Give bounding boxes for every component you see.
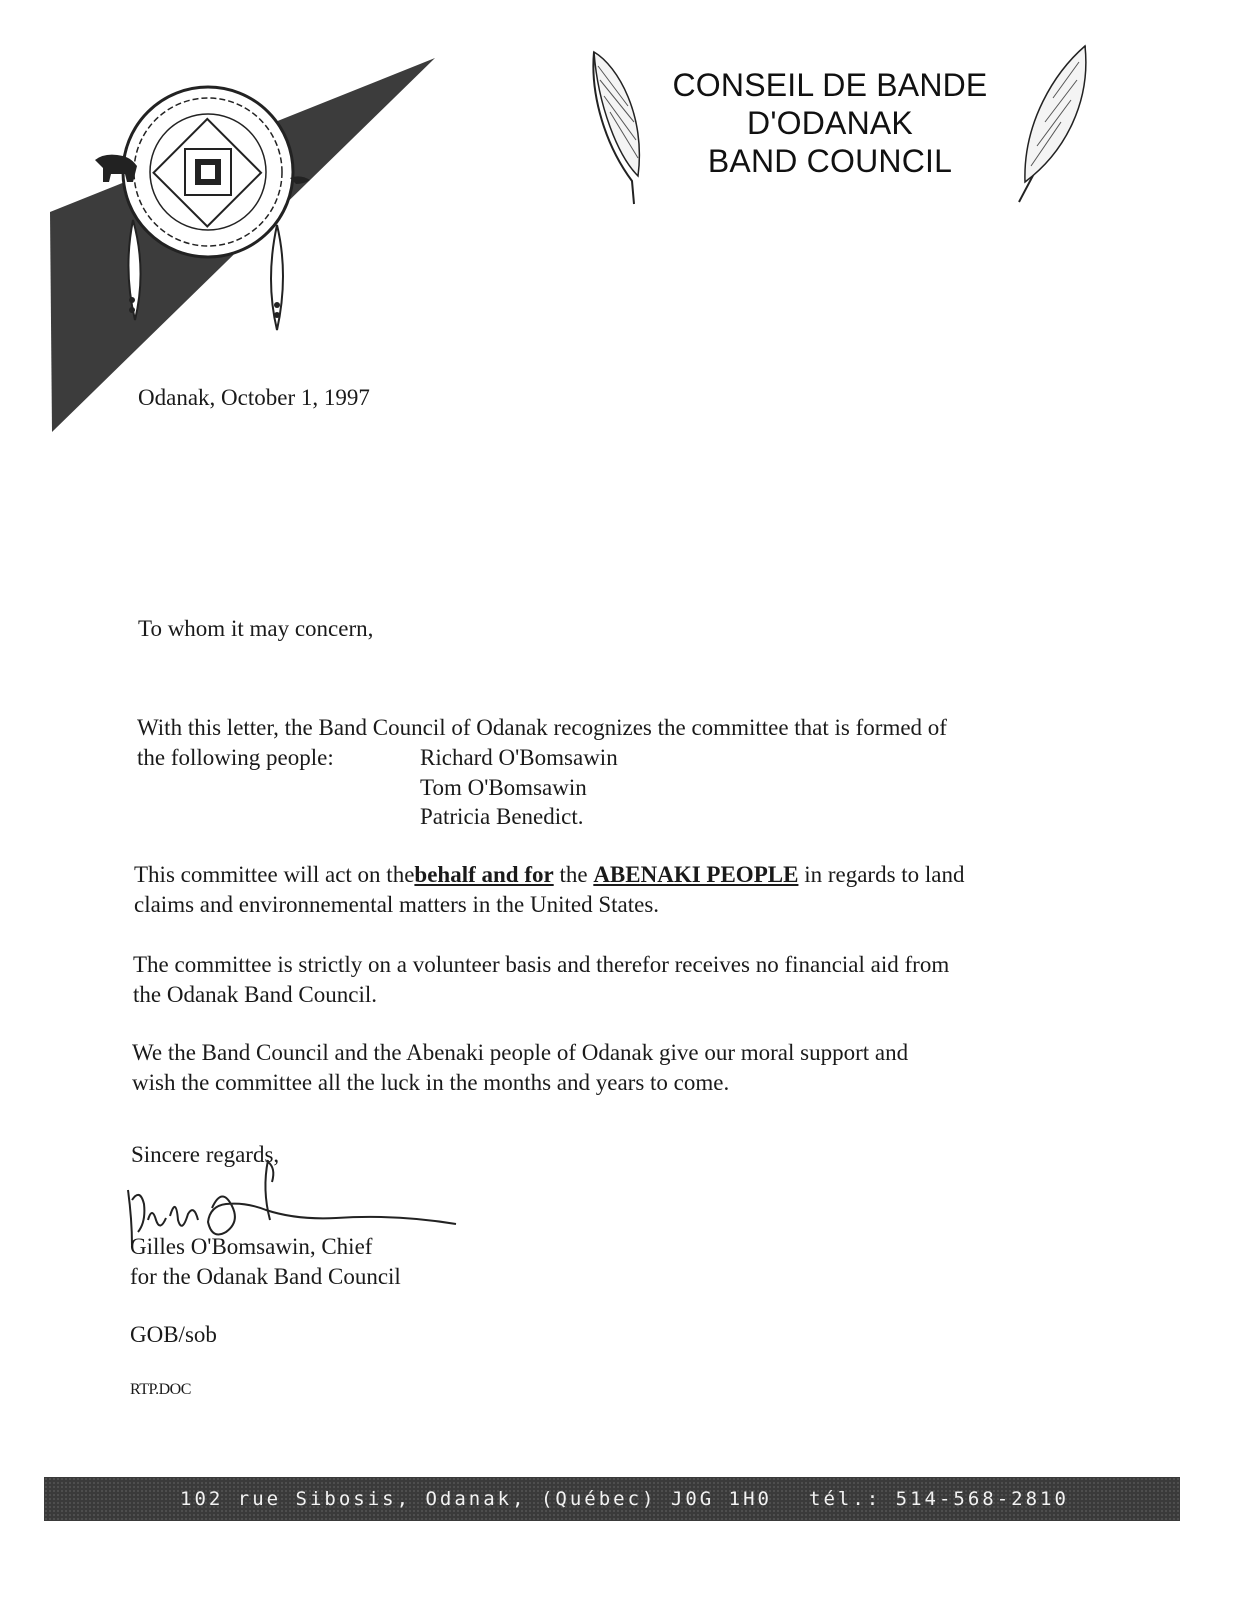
heading-line: BAND COUNCIL bbox=[707, 143, 953, 179]
closing: Sincere regards, bbox=[131, 1142, 280, 1167]
committee-member-list bbox=[420, 743, 618, 832]
committee-member: Patricia Benedict. bbox=[420, 804, 584, 829]
footer-bar bbox=[44, 1477, 1180, 1521]
feather-icon bbox=[1005, 42, 1095, 212]
letterhead-heading bbox=[650, 66, 1010, 180]
letter-date: Odanak, October 1, 1997 bbox=[138, 385, 370, 410]
paragraph-line: the Odanak Band Council. bbox=[133, 982, 378, 1007]
salutation: To whom it may concern, bbox=[138, 616, 374, 641]
reference-initials: GOB/sob bbox=[130, 1322, 217, 1347]
paragraph-line: wish the committee all the luck in the months and years to come. bbox=[132, 1070, 730, 1095]
heading-line: D'ODANAK bbox=[747, 105, 913, 141]
paragraph-volunteer bbox=[133, 950, 949, 1010]
committee-member: Tom O'Bomsawin bbox=[420, 774, 587, 800]
paragraph-line: The committee is strictly on a volunteer basis and therefor receives no financial aid from bbox=[133, 952, 950, 977]
footer-phone: tél.: 514-568-2810 bbox=[809, 1488, 1069, 1510]
feather-icon bbox=[588, 46, 658, 211]
emphasis-abenaki-people: ABENAKI PEOPLE bbox=[593, 862, 799, 887]
footer-address: 102 rue Sibosis, Odanak, (Québec) J0G 1H0 bbox=[180, 1488, 772, 1510]
document-reference: RTP.DOC bbox=[130, 1381, 191, 1398]
text-run: the bbox=[553, 862, 594, 887]
signature-block bbox=[130, 1232, 401, 1292]
heading-line: CONSEIL DE BANDE bbox=[672, 67, 988, 103]
paragraph-mandate bbox=[134, 860, 965, 920]
paragraph-support bbox=[132, 1038, 908, 1098]
committee-member: Richard O'Bomsawin bbox=[420, 745, 618, 770]
paragraph-line bbox=[134, 860, 965, 890]
paragraph-line: the following people: bbox=[137, 745, 334, 770]
text-run: in regards to land bbox=[798, 862, 965, 887]
paragraph-line: claims and environnemental matters in the United States. bbox=[134, 892, 660, 917]
emphasis-behalf: behalf and for bbox=[414, 862, 554, 887]
paragraph-line: With this letter, the Band Council of Odanak recognizes the committee that is formed of bbox=[137, 715, 947, 740]
signer-organization: for the Odanak Band Council bbox=[130, 1264, 401, 1289]
signer-name: Gilles O'Bomsawin, Chief bbox=[130, 1234, 373, 1259]
text-run: This committee will act on the bbox=[134, 862, 415, 887]
seal-text bbox=[150, 110, 270, 130]
paragraph-line: We the Band Council and the Abenaki people of Odanak give our moral support and bbox=[132, 1040, 909, 1065]
